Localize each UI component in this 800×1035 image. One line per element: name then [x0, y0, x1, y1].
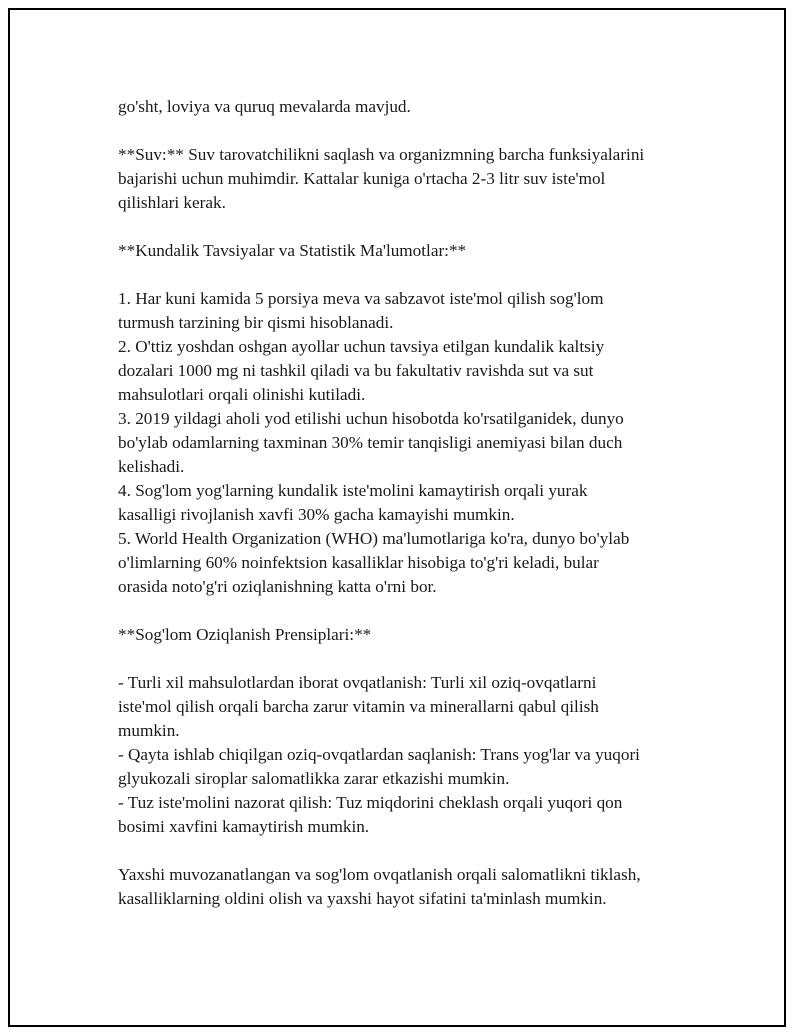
- principles-list: [118, 671, 698, 839]
- stats-line: 3. 2019 yildagi aholi yod etilishi uchun hisobotda ko'rsatilganidek, dunyo: [118, 409, 624, 428]
- stats-line: kasalligi rivojlanish xavfi 30% gacha kamayishi mumkin.: [118, 505, 515, 524]
- principles-item: [118, 743, 698, 791]
- paragraph-gap: [118, 599, 698, 623]
- stats-item: [118, 527, 698, 599]
- conclusion-line: kasalliklarning oldini olish va yaxshi hayot sifatini ta'minlash mumkin.: [118, 889, 607, 908]
- principles-line: - Turli xil mahsulotlardan iborat ovqatlanish: Turli xil oziq-ovqatlarni: [118, 673, 597, 692]
- stats-heading: **Kundalik Tavsiyalar va Statistik Ma'lumotlar:**: [118, 241, 467, 260]
- principles-line: mumkin.: [118, 721, 180, 740]
- water-line: **Suv:** Suv tarovatchilikni saqlash va organizmning barcha funksiyalarini: [118, 145, 645, 164]
- stats-line: 2. O'ttiz yoshdan oshgan ayollar uchun tavsiya etilgan kundalik kaltsiy: [118, 337, 605, 356]
- stats-line: 5. World Health Organization (WHO) ma'lumotlariga ko'ra, dunyo bo'ylab: [118, 529, 630, 548]
- stats-item: [118, 479, 698, 527]
- stats-item: [118, 407, 698, 479]
- paragraph-gap: [118, 647, 698, 671]
- stats-list: [118, 287, 698, 599]
- stats-line: bo'ylab odamlarning taxminan 30% temir tanqisligi anemiyasi bilan duch: [118, 433, 623, 452]
- stats-line: kelishadi.: [118, 457, 185, 476]
- water-line: bajarishi uchun muhimdir. Kattalar kuniga o'rtacha 2-3 litr suv iste'mol: [118, 169, 606, 188]
- stats-line: 4. Sog'lom yog'larning kundalik iste'molini kamaytirish orqali yurak: [118, 481, 588, 500]
- paragraph-gap: [118, 119, 698, 143]
- principles-line: iste'mol qilish orqali barcha zarur vitamin va minerallarni qabul qilish: [118, 697, 599, 716]
- conclusion-paragraph: [118, 863, 698, 911]
- paragraph-gap: [118, 215, 698, 239]
- principles-item: [118, 791, 698, 839]
- document-body: [118, 95, 698, 911]
- principles-item: [118, 671, 698, 743]
- stats-line: 1. Har kuni kamida 5 porsiya meva va sabzavot iste'mol qilish sog'lom: [118, 289, 604, 308]
- water-paragraph: [118, 143, 698, 215]
- stats-line: orasida noto'g'ri oziqlanishning katta o'rni bor.: [118, 577, 437, 596]
- principles-line: - Qayta ishlab chiqilgan oziq-ovqatlardan saqlanish: Trans yog'lar va yuqori: [118, 745, 640, 764]
- intro-line: go'sht, loviya va quruq mevalarda mavjud.: [118, 97, 411, 116]
- stats-line: o'limlarning 60% noinfektsion kasalliklar hisobiga to'g'ri keladi, bular: [118, 553, 599, 572]
- stats-item: [118, 335, 698, 407]
- stats-line: mahsulotlari orqali olinishi kutiladi.: [118, 385, 366, 404]
- conclusion-line: Yaxshi muvozanatlangan va sog'lom ovqatlanish orqali salomatlikni tiklash,: [118, 865, 641, 884]
- principles-line: - Tuz iste'molini nazorat qilish: Tuz miqdorini cheklash orqali yuqori qon: [118, 793, 623, 812]
- principles-line: glyukozali siroplar salomatlikka zarar etkazishi mumkin.: [118, 769, 510, 788]
- principles-heading: **Sog'lom Oziqlanish Prensiplari:**: [118, 625, 372, 644]
- paragraph-gap: [118, 263, 698, 287]
- paragraph-gap: [118, 839, 698, 863]
- stats-item: [118, 287, 698, 335]
- principles-line: bosimi xavfini kamaytirish mumkin.: [118, 817, 370, 836]
- stats-line: turmush tarzining bir qismi hisoblanadi.: [118, 313, 394, 332]
- water-line: qilishlari kerak.: [118, 193, 226, 212]
- stats-line: dozalari 1000 mg ni tashkil qiladi va bu fakultativ ravishda sut va sut: [118, 361, 594, 380]
